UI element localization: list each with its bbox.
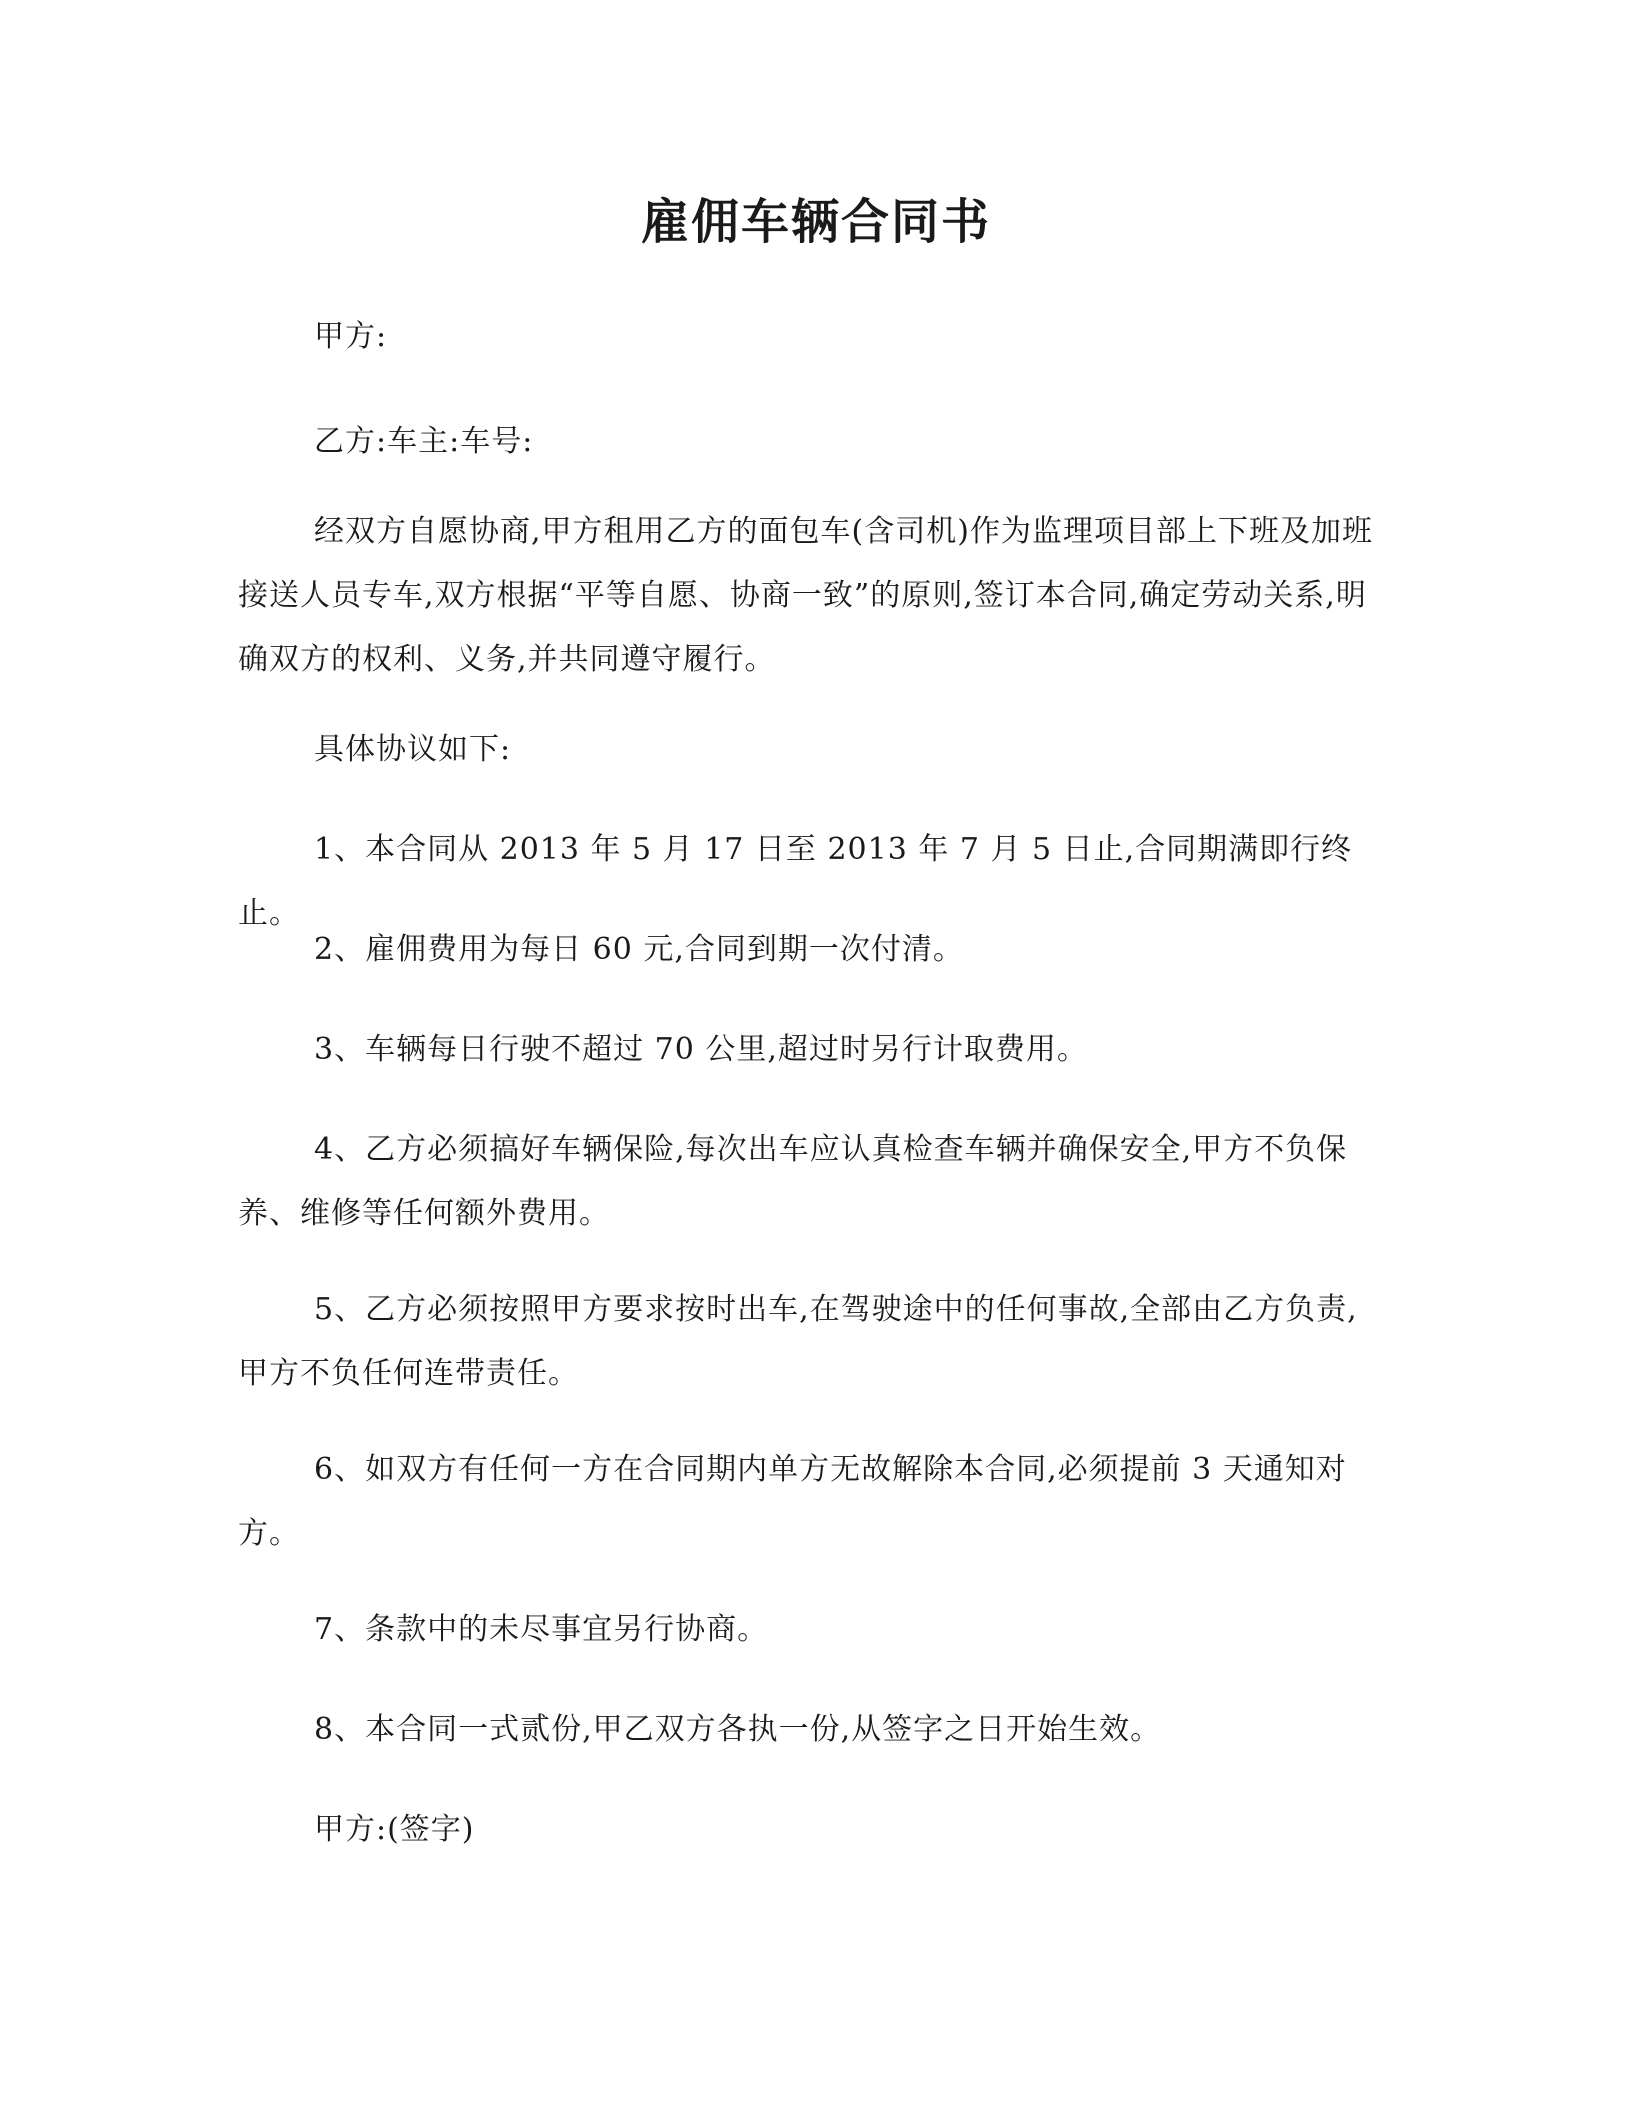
document-title: 雇佣车辆合同书	[640, 194, 991, 250]
clause-2: 2、雇佣费用为每日 60 元,合同到期一次付清。	[314, 932, 964, 967]
clause-6: 6、如双方有任何一方在合同期内单方无故解除本合同,必须提前 3 天通知对方。	[238, 1452, 1347, 1551]
clause-8: 8、本合同一式贰份,甲乙双方各执一份,从签字之日开始生效。	[314, 1712, 1162, 1747]
clause-3: 3、车辆每日行驶不超过 70 公里,超过时另行计取费用。	[314, 1032, 1088, 1067]
agreement-heading: 具体协议如下:	[314, 732, 512, 767]
clause-5: 5、乙方必须按照甲方要求按时出车,在驾驶途中的任何事故,全部由乙方负责,甲方不负任何连带责任。	[238, 1292, 1358, 1391]
clause-4: 4、乙方必须搞好车辆保险,每次出车应认真检查车辆并确保安全,甲方不负保养、维修等任何额外费用。	[238, 1132, 1348, 1231]
party-b-line: 乙方:车主:车号:	[314, 424, 534, 459]
signature-party-a: 甲方:(签字)	[314, 1812, 475, 1847]
clause-7: 7、条款中的未尽事宜另行协商。	[314, 1612, 769, 1647]
intro-paragraph: 经双方自愿协商,甲方租用乙方的面包车(含司机)作为监理项目部上下班及加班接送人员专车,双方根据“平等自愿、协商一致”的原则,签订本合同,确定劳动关系,明确双方的权利、义务,并共同遵守履行。	[238, 514, 1373, 677]
party-a-line: 甲方:	[314, 319, 388, 354]
clause-1: 1、本合同从 2013 年 5 月 17 日至 2013 年 7 月 5 日止,合同期满即行终止。	[238, 832, 1353, 931]
